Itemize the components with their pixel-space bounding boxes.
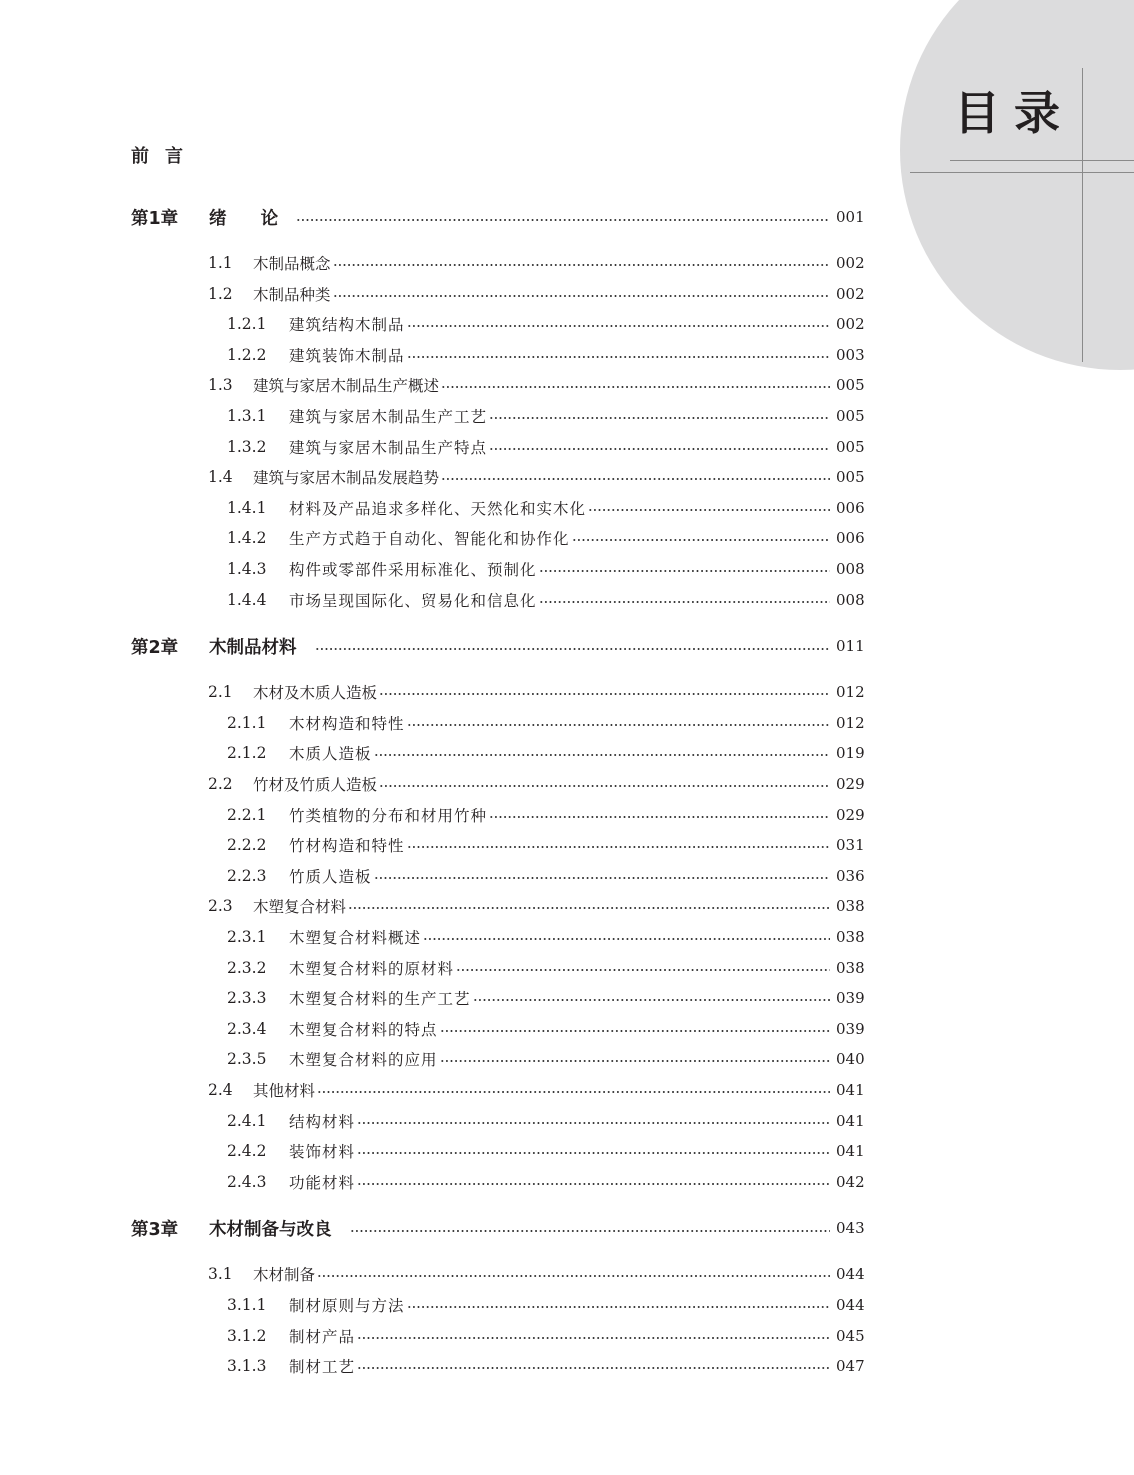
toc-subsection[interactable] [0, 1108, 1134, 1134]
toc-title: 建筑与家居木制品发展趋势 [253, 469, 440, 488]
toc-number: 3.1.2 [227, 1326, 267, 1345]
page-number: 001 [836, 208, 865, 226]
page-number: 036 [836, 866, 865, 885]
toc-number: 3.1 [208, 1265, 233, 1284]
page-number: 029 [836, 805, 865, 824]
toc-section[interactable] [0, 1077, 1134, 1103]
leader-dots [489, 417, 830, 419]
leader-dots [317, 1275, 830, 1277]
leader-dots [315, 648, 831, 650]
toc-title: 建筑结构木制品 [289, 316, 405, 335]
toc-number: 1.4.2 [227, 529, 267, 548]
toc-subsection[interactable] [0, 403, 1134, 429]
toc-title: 木材制备 [253, 1266, 316, 1285]
toc-title: 木塑复合材料的原材料 [289, 959, 455, 978]
page-number: 002 [836, 254, 865, 272]
toc-number: 3.1.3 [227, 1357, 267, 1376]
toc-number: 2.3.3 [227, 989, 267, 1008]
toc-title: 木材及木质人造板 [253, 684, 378, 703]
page-number: 044 [836, 1296, 865, 1314]
toc-number: 1.2.1 [227, 315, 267, 334]
page-number: 006 [836, 529, 865, 548]
toc-number: 1.3 [208, 376, 233, 395]
page-title: 目录 [954, 86, 1074, 140]
leader-dots [379, 785, 830, 787]
toc-number: 2.2.2 [227, 836, 267, 855]
page-number: 040 [836, 1050, 865, 1069]
leader-dots [588, 509, 830, 511]
leader-dots [539, 601, 830, 603]
toc-title: 竹质人造板 [289, 867, 372, 886]
toc-subsection[interactable] [0, 587, 1134, 613]
page-number: 038 [836, 897, 865, 916]
leader-dots [348, 907, 830, 909]
leader-dots [407, 1306, 830, 1308]
toc-title: 木质人造板 [289, 745, 372, 764]
toc-number: 第3章 [131, 1219, 179, 1240]
page-number: 003 [836, 345, 865, 364]
toc-subsection[interactable] [0, 710, 1134, 736]
toc-number: 3.1.1 [227, 1296, 267, 1314]
leader-dots [357, 1337, 830, 1339]
page-number: 041 [836, 1081, 865, 1099]
leader-dots [379, 693, 830, 695]
toc-number: 2.1 [208, 683, 233, 702]
leader-dots [374, 754, 830, 756]
toc-subsection[interactable] [0, 1138, 1134, 1164]
page-number: 039 [836, 1019, 865, 1038]
toc-subsection[interactable] [0, 525, 1134, 551]
leader-dots [407, 325, 830, 327]
page-number: 042 [836, 1172, 865, 1191]
page-number: 039 [836, 989, 865, 1008]
leader-dots [350, 1230, 831, 1232]
toc-title: 建筑装饰木制品 [289, 346, 405, 365]
toc-title: 竹类植物的分布和材用竹种 [289, 806, 488, 825]
leader-dots [440, 1060, 830, 1062]
toc-section[interactable] [0, 893, 1134, 919]
page-number: 043 [836, 1219, 865, 1238]
toc-section[interactable] [0, 281, 1134, 307]
leader-dots [357, 1183, 830, 1185]
page-number: 012 [836, 713, 865, 732]
toc-title: 木材构造和特性 [289, 714, 405, 733]
toc-subsection[interactable] [0, 434, 1134, 460]
toc-section[interactable] [0, 372, 1134, 398]
toc-section[interactable] [0, 771, 1134, 797]
toc-number: 1.3.2 [227, 437, 267, 456]
toc-title: 木塑复合材料的应用 [289, 1051, 438, 1070]
toc-title: 构件或零部件采用标准化、预制化 [289, 561, 537, 579]
page-number: 041 [836, 1142, 865, 1161]
toc-subsection[interactable] [0, 740, 1134, 766]
toc-title: 制材原则与方法 [289, 1297, 405, 1315]
toc-title: 材料及产品追求多样化、天然化和实木化 [289, 499, 587, 518]
toc-title: 木制品概念 [253, 255, 331, 273]
toc-subsection[interactable] [0, 1292, 1134, 1318]
toc-number: 2.4.3 [227, 1172, 267, 1191]
toc-section[interactable] [0, 250, 1134, 276]
toc-number: 2.4.2 [227, 1142, 267, 1161]
toc-chapter[interactable] [0, 1215, 1134, 1241]
toc-number: 2.2.3 [227, 866, 267, 885]
page-number: 029 [836, 775, 865, 793]
toc-subsection[interactable] [0, 556, 1134, 582]
toc-title: 绪 论 [209, 208, 293, 229]
leader-dots [317, 1091, 830, 1093]
page-number: 038 [836, 958, 865, 977]
toc-subsection[interactable] [0, 802, 1134, 828]
page-number: 005 [836, 376, 865, 395]
toc-subsection[interactable] [0, 1353, 1134, 1379]
toc-subsection[interactable] [0, 1016, 1134, 1042]
page-number: 002 [836, 284, 865, 303]
toc-title: 木制品种类 [253, 285, 331, 304]
toc-number: 1.4.4 [227, 590, 267, 609]
toc-number: 2.3.4 [227, 1019, 267, 1038]
page-number: 005 [836, 407, 865, 425]
toc-number: 2.4 [208, 1081, 233, 1099]
toc-number: 2.4.1 [227, 1111, 267, 1130]
page-number: 031 [836, 836, 865, 855]
page-number: 005 [836, 437, 865, 456]
preface-entry[interactable]: 前言 [131, 146, 199, 167]
toc-number: 1.2 [208, 284, 233, 303]
page-number: 019 [836, 744, 865, 763]
leader-dots [456, 969, 830, 971]
leader-dots [296, 219, 830, 221]
toc-number: 1.4 [208, 468, 233, 487]
toc-title: 功能材料 [289, 1173, 356, 1192]
toc-number: 2.3.1 [227, 928, 267, 946]
toc-number: 2.1.2 [227, 744, 267, 763]
toc-title: 木塑复合材料的生产工艺 [289, 990, 471, 1009]
decorative-horizontal-line [950, 160, 1134, 161]
toc-number: 2.2.1 [227, 805, 267, 824]
toc-title: 结构材料 [289, 1112, 356, 1131]
leader-dots [489, 448, 830, 450]
leader-dots [441, 386, 830, 388]
toc-subsection[interactable] [0, 495, 1134, 521]
page-number: 045 [836, 1326, 865, 1345]
page-number: 012 [836, 683, 865, 702]
leader-dots [407, 724, 830, 726]
page-number: 008 [836, 590, 865, 609]
toc-chapter[interactable] [0, 633, 1134, 659]
toc-subsection[interactable] [0, 1169, 1134, 1195]
toc-subsection[interactable] [0, 311, 1134, 337]
toc-title: 竹材及竹质人造板 [253, 776, 378, 794]
leader-dots [572, 539, 830, 541]
toc-title: 建筑与家居木制品生产特点 [289, 438, 488, 457]
toc-subsection[interactable] [0, 863, 1134, 889]
toc-title: 建筑与家居木制品生产工艺 [289, 408, 488, 426]
toc-number: 1.4.1 [227, 498, 267, 517]
toc-title: 木制品材料 [209, 637, 297, 658]
leader-dots [473, 999, 830, 1001]
toc-title: 木塑复合材料 [253, 898, 347, 917]
toc-title: 木塑复合材料的特点 [289, 1020, 438, 1039]
toc-title: 制材工艺 [289, 1358, 356, 1377]
toc-number: 1.2.2 [227, 345, 267, 364]
leader-dots [489, 816, 830, 818]
toc-number: 2.3.5 [227, 1050, 267, 1069]
toc-number: 2.1.1 [227, 713, 267, 732]
toc-subsection[interactable] [0, 1323, 1134, 1349]
toc-title: 生产方式趋于自动化、智能化和协作化 [289, 530, 570, 549]
toc-title: 制材产品 [289, 1327, 356, 1346]
toc-number: 1.4.3 [227, 560, 267, 578]
page-number: 038 [836, 928, 865, 946]
leader-dots [333, 264, 830, 266]
toc-section[interactable] [0, 679, 1134, 705]
leader-dots [423, 938, 830, 940]
toc-section[interactable] [0, 464, 1134, 490]
toc-number: 2.3 [208, 897, 233, 916]
page-number: 005 [836, 468, 865, 487]
page-number: 011 [836, 637, 865, 656]
leader-dots [357, 1367, 830, 1369]
toc-title: 竹材构造和特性 [289, 837, 405, 856]
toc-number: 第2章 [131, 637, 179, 658]
page-number: 044 [836, 1265, 865, 1284]
toc-title: 其他材料 [253, 1082, 316, 1100]
toc-subsection[interactable] [0, 955, 1134, 981]
page-number: 006 [836, 498, 865, 517]
toc-section[interactable] [0, 1261, 1134, 1287]
page-number: 041 [836, 1111, 865, 1130]
toc-title: 装饰材料 [289, 1143, 356, 1162]
leader-dots [440, 1030, 830, 1032]
toc-number: 第1章 [131, 208, 179, 229]
leader-dots [407, 846, 830, 848]
toc-subsection[interactable] [0, 985, 1134, 1011]
toc-number: 1.1 [208, 254, 233, 272]
leader-dots [539, 570, 830, 572]
leader-dots [357, 1152, 830, 1154]
page-number: 002 [836, 315, 865, 334]
toc-title: 木塑复合材料概述 [289, 929, 422, 947]
leader-dots [374, 877, 830, 879]
page-number: 008 [836, 560, 865, 578]
leader-dots [441, 478, 830, 480]
toc-number: 2.2 [208, 775, 233, 793]
page-number: 047 [836, 1357, 865, 1376]
toc-subsection[interactable] [0, 1046, 1134, 1072]
leader-dots [407, 356, 830, 358]
toc-title: 木材制备与改良 [209, 1219, 332, 1240]
leader-dots [357, 1122, 830, 1124]
toc-number: 2.3.2 [227, 958, 267, 977]
toc-title: 建筑与家居木制品生产概述 [253, 377, 440, 396]
toc-title: 市场呈现国际化、贸易化和信息化 [289, 591, 537, 610]
leader-dots [333, 295, 830, 297]
toc-subsection[interactable] [0, 342, 1134, 368]
toc-number: 1.3.1 [227, 407, 267, 425]
decorative-horizontal-line [910, 172, 1134, 173]
toc-subsection[interactable] [0, 924, 1134, 950]
toc-subsection[interactable] [0, 832, 1134, 858]
toc-chapter[interactable] [0, 204, 1134, 230]
